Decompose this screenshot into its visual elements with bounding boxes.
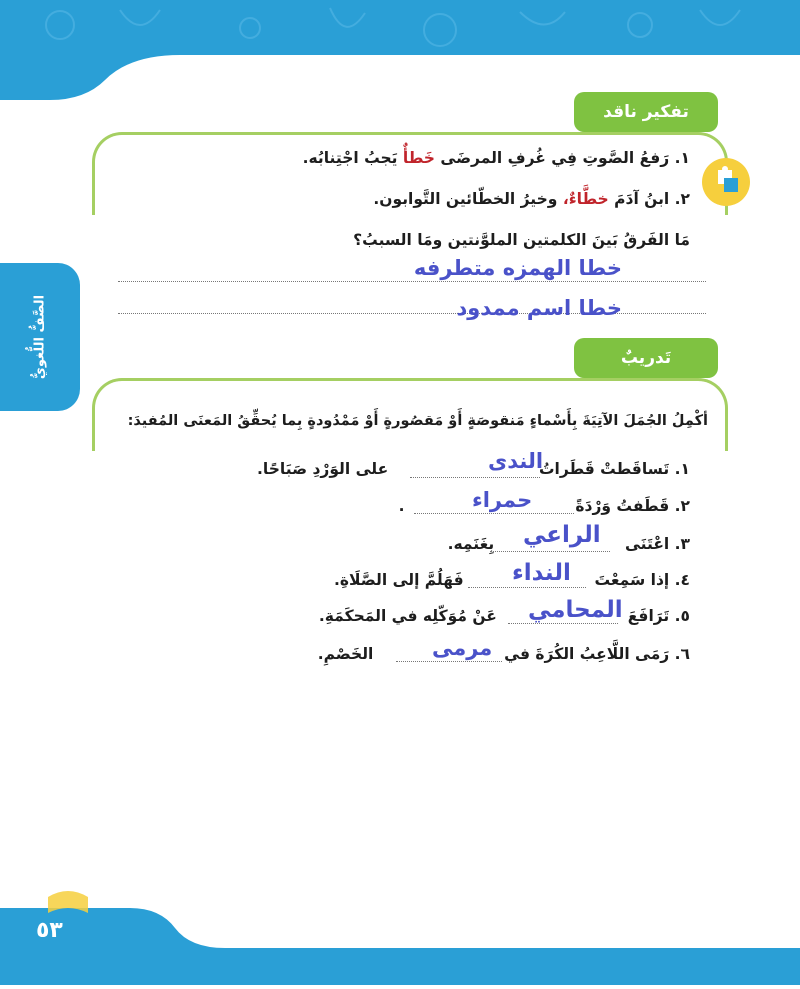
practice-item-5 — [319, 607, 690, 625]
blank-line — [490, 551, 610, 552]
item-num: ٢. — [674, 497, 690, 515]
practice-instruction: أكْمِلُ الجُمَلَ الآتِيَةَ بِأَسْماءٍ مَنقوصَةٍ أَوْ مَقصُورةٍ أَوْ مَمْدُودةٍ بِما يُحقِّقُ المَعنَى المُفيدَ: — [127, 413, 708, 429]
answer-2: خطا اسم ممدود — [456, 296, 622, 320]
item-text: بِغَنَمِه. — [447, 535, 495, 553]
practice-answer-5: المحامي — [528, 597, 623, 623]
item-text: على الوَرْدِ صَبَاحًا. — [257, 460, 389, 478]
item-text: قَطَفتُ وَرْدَةً — [575, 497, 670, 515]
highlight-word: خطَّاءٌ، — [562, 190, 609, 208]
cs-sentence-1 — [303, 149, 690, 167]
item-text: تَرَافَعَ — [627, 607, 670, 625]
highlight-word: خَطأٌ — [402, 149, 435, 167]
item-text: فَهَلُمَّ إلى الصَّلَاةِ. — [333, 571, 464, 589]
blank-line — [410, 477, 540, 478]
practice-title: تَدريبٌ — [574, 338, 718, 378]
sentence-num: ٢. — [674, 190, 690, 208]
sentence-num: ١. — [674, 149, 690, 167]
item-num: ١. — [674, 460, 690, 478]
sentence-text: يَجبُ اجْتِنابُه. — [302, 149, 398, 167]
sentence-text: رَفعُ الصَّوتِ فِي غُرفِ المرضَى — [440, 149, 670, 167]
item-text: تَساقَطتْ قَطَراتُ — [538, 460, 670, 478]
blank-line — [396, 661, 502, 662]
practice-answer-3: الراعي — [523, 522, 601, 548]
item-text: عَنْ مُوَكّلِه في المَحكَمَةِ. — [318, 607, 497, 625]
practice-answer-2: حمراء — [472, 488, 533, 512]
header-band — [0, 0, 800, 100]
item-num: ٣. — [674, 535, 690, 553]
item-text: اعْتَنَى — [624, 535, 670, 553]
side-tab — [0, 263, 80, 411]
item-text: إذا سَمِعْتَ — [594, 571, 670, 589]
practice-answer-4: النداء — [512, 560, 571, 586]
footer-band — [0, 908, 800, 985]
sentence-text: وخيرُ الخطّائين التَّوابون. — [373, 190, 558, 208]
practice-item-6 — [318, 645, 690, 663]
side-tab-label: الصَّفُّ اللُّغويُّ — [32, 294, 48, 380]
cs-sentence-2 — [373, 190, 690, 208]
page-number: ٥٣ — [36, 918, 63, 943]
practice-answer-1: الندى — [488, 449, 544, 473]
blank-line — [508, 623, 618, 624]
blank-line — [414, 513, 574, 514]
item-text: رَمَى اللَّاعِبُ الكُرَةَ في — [504, 645, 670, 663]
practice-item-1 — [257, 460, 690, 478]
blank-line — [468, 587, 586, 588]
book-icon — [44, 885, 92, 919]
answer-line-1 — [118, 281, 706, 282]
sentence-text: ابنُ آدَمَ — [614, 190, 670, 208]
critical-thinking-title: تفكير ناقد — [574, 92, 718, 132]
item-num: ٦. — [674, 645, 690, 663]
answer-1: خطا الهمزه متطرفه — [413, 256, 622, 280]
item-num: ٤. — [674, 571, 690, 589]
cs-question: مَا الفَرقُ بَينَ الكلمتين الملوَّنتين ومَا السببُ؟ — [353, 231, 690, 249]
practice-answer-6: مرمى — [432, 636, 493, 660]
puzzle-icon — [702, 158, 750, 206]
item-num: ٥. — [674, 607, 690, 625]
item-text: . — [398, 497, 405, 515]
item-text: الخَصْمِ. — [317, 645, 374, 663]
